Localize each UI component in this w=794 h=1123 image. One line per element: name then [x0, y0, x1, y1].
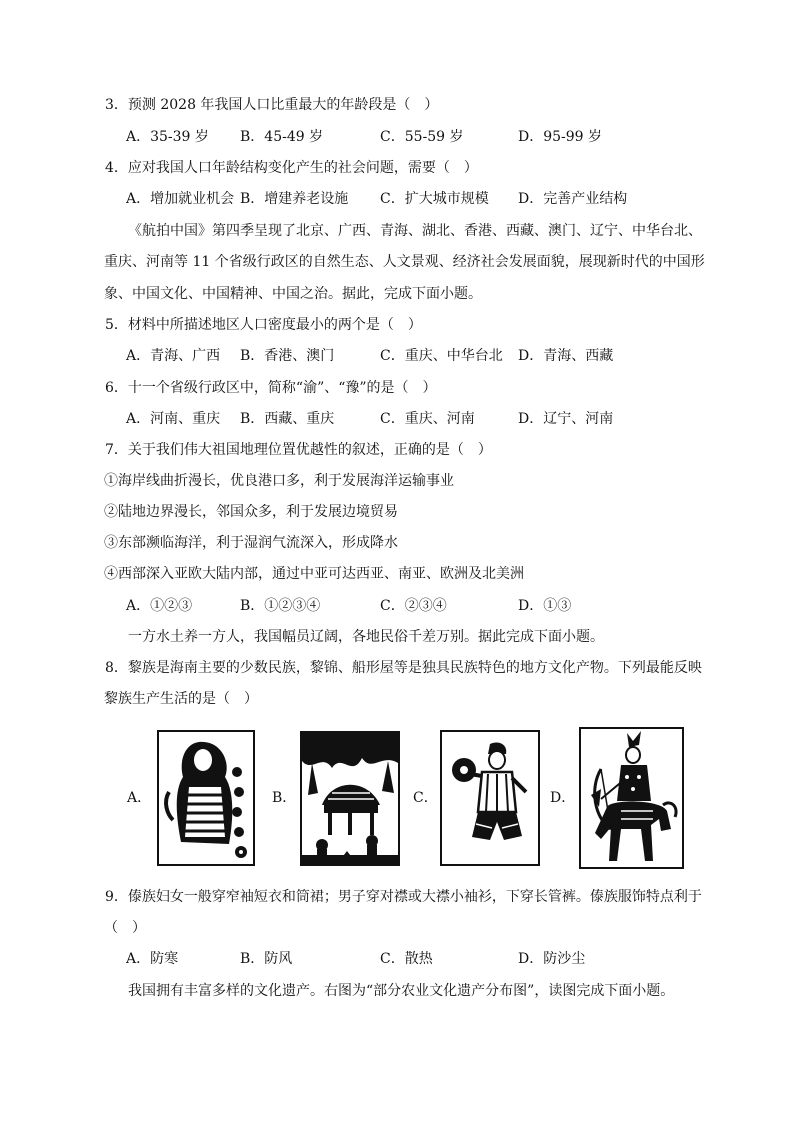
- drum-dancer-papercut-icon: [442, 732, 538, 864]
- q8-stem-line2: 黎族生产生活的是（ ）: [104, 691, 258, 707]
- woman-papercut-icon: [159, 732, 253, 864]
- q3-option-d: D．95-99 岁: [518, 129, 603, 145]
- q8-label-c: C．: [413, 790, 438, 806]
- q9-stem-line1: 9．傣族妇女一般穿窄袖短衣和筒裙；男子穿对襟或大襟小袖衫，下穿长管裤。傣族服饰特点利于: [105, 889, 702, 905]
- material1-line2: 重庆、河南等 11 个省级行政区的自然生态、人文景观、经济社会发展面貌，展现新时代的中国形: [104, 254, 705, 270]
- q6-stem: 6．十一个省级行政区中，简称“渝”、“豫”的是（ ）: [105, 380, 437, 396]
- q5-option-a: A．青海、广西: [126, 348, 221, 364]
- q7-option-a: A．①②③: [126, 598, 193, 614]
- q8-stem-line1: 8．黎族是海南主要的少数民族，黎锦、船形屋等是独具民族特色的地方文化产物。下列最能反映: [105, 660, 702, 676]
- q9-stem-line2: （ ）: [104, 920, 146, 936]
- q8-label-d: D．: [550, 790, 576, 806]
- q9-option-d: D．防沙尘: [518, 951, 586, 967]
- q8-label-a: A．: [127, 790, 152, 806]
- q6-option-d: D．辽宁、河南: [518, 411, 614, 427]
- material3-line1: 我国拥有丰富多样的文化遗产。右图为“部分农业文化遗产分布图”，读图完成下面小题。: [128, 983, 675, 999]
- q5-stem: 5．材料中所描述地区人口密度最小的两个是（ ）: [105, 317, 422, 333]
- q8-image-d-horse-rider-papercut: [579, 727, 684, 869]
- q6-option-a: A．河南、重庆: [126, 411, 221, 427]
- q5-option-b: B．香港、澳门: [240, 348, 335, 364]
- q7-option-d: D．①③: [518, 598, 572, 614]
- boat-house-papercut-icon: [302, 733, 398, 864]
- material1-line3: 象、中国文化、中国精神、中国之治。据此，完成下面小题。: [104, 286, 482, 302]
- material2-line1: 一方水土养一方人，我国幅员辽阔，各地民俗千差万别。据此完成下面小题。: [128, 629, 604, 645]
- q4-option-d: D．完善产业结构: [518, 191, 628, 207]
- q6-option-b: B．西藏、重庆: [240, 411, 335, 427]
- q9-option-c: C．散热: [380, 951, 433, 967]
- q7-option-c: C．②③④: [380, 598, 447, 614]
- q7-statement-1: ①海岸线曲折漫长，优良港口多，利于发展海洋运输事业: [104, 473, 454, 489]
- horse-rider-papercut-icon: [581, 729, 682, 867]
- q7-stem: 7．关于我们伟大祖国地理位置优越性的叙述，正确的是（ ）: [105, 442, 492, 458]
- q4-option-a: A．增加就业机会: [126, 191, 235, 207]
- q5-option-d: D．青海、西藏: [518, 348, 614, 364]
- q3-option-a: A．35-39 岁: [126, 129, 209, 145]
- q8-label-b: B．: [272, 790, 297, 806]
- q3-option-b: B．45-49 岁: [240, 129, 324, 145]
- q9-option-a: A．防寒: [126, 951, 179, 967]
- q4-stem: 4．应对我国人口年龄结构变化产生的社会问题，需要（ ）: [105, 160, 478, 176]
- q5-option-c: C．重庆、中华台北: [380, 348, 503, 364]
- q3-stem: 3．预测 2028 年我国人口比重最大的年龄段是（ ）: [105, 97, 439, 113]
- q3-option-c: C．55-59 岁: [380, 129, 464, 145]
- q8-image-c-drum-dancer-papercut: [440, 730, 540, 866]
- q7-option-b: B．①②③④: [240, 598, 321, 614]
- q8-image-a-woman-papercut: [157, 730, 255, 866]
- q8-image-b-boat-house-papercut: [300, 731, 400, 866]
- q9-option-b: B．防风: [240, 951, 293, 967]
- q7-statement-2: ②陆地边界漫长，邻国众多，利于发展边境贸易: [104, 504, 398, 520]
- q4-option-c: C．扩大城市规模: [380, 191, 489, 207]
- q7-statement-3: ③东部濒临海洋，利于湿润气流深入，形成降水: [104, 535, 398, 551]
- material1-line1: 《航拍中国》第四季呈现了北京、广西、青海、湖北、香港、西藏、澳门、辽宁、中华台北、: [128, 223, 702, 239]
- q7-statement-4: ④西部深入亚欧大陆内部，通过中亚可达西亚、南亚、欧洲及北美洲: [104, 566, 524, 582]
- q4-option-b: B．增建养老设施: [240, 191, 349, 207]
- q6-option-c: C．重庆、河南: [380, 411, 475, 427]
